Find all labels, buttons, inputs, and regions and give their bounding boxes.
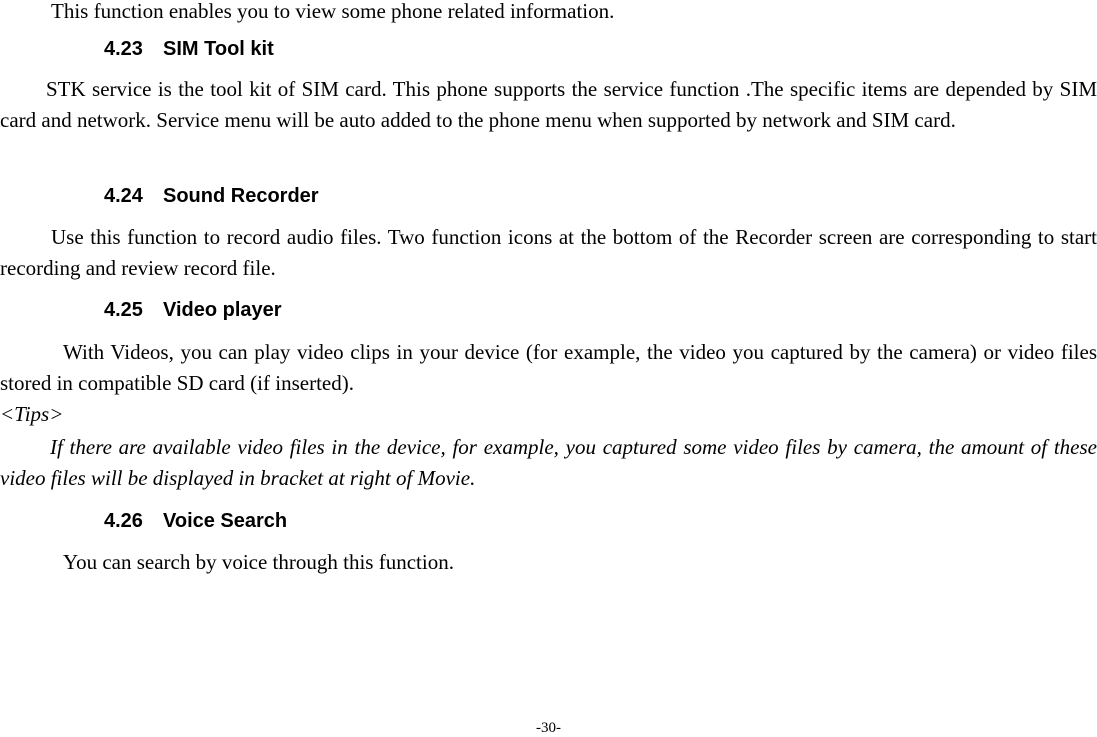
section-number: 4.23	[104, 38, 143, 60]
section-number: 4.24	[104, 185, 143, 207]
tips-label: <Tips>	[0, 402, 64, 426]
sound-recorder-paragraph: Use this function to record audio files. Two function icons at the bottom of the Recorder screen are corresponding to start recording and review record file.	[0, 225, 1097, 280]
voice-search-paragraph: You can search by voice through this function.	[63, 550, 454, 574]
section-title: Sound Recorder	[163, 185, 319, 207]
section-number: 4.25	[104, 299, 143, 321]
section-heading-sound-recorder	[104, 184, 319, 208]
section-title: Video player	[163, 299, 282, 321]
section-title: Voice Search	[163, 510, 288, 532]
intro-paragraph: This function enables you to view some phone related information.	[51, 0, 615, 23]
section-heading-sim-tool-kit	[104, 37, 274, 61]
page-number: -30-	[536, 720, 561, 736]
video-player-paragraph: With Videos, you can play video clips in your device (for example, the video you captured by the camera) or video files stored in compatible SD card (if inserted).	[0, 340, 1097, 395]
section-number: 4.26	[104, 510, 143, 532]
section-heading-video-player	[104, 298, 282, 322]
section-heading-voice-search	[104, 509, 287, 533]
sim-tool-kit-paragraph: STK service is the tool kit of SIM card. This phone supports the service function .The specific items are depended by SIM card and network. Service menu will be auto added to the phone menu when supported by network and SIM card.	[0, 77, 1097, 132]
tips-paragraph: If there are available video files in the device, for example, you captured some video files by camera, the amount of these video files will be displayed in bracket at right of Movie.	[0, 435, 1097, 490]
section-title: SIM Tool kit	[163, 38, 274, 60]
